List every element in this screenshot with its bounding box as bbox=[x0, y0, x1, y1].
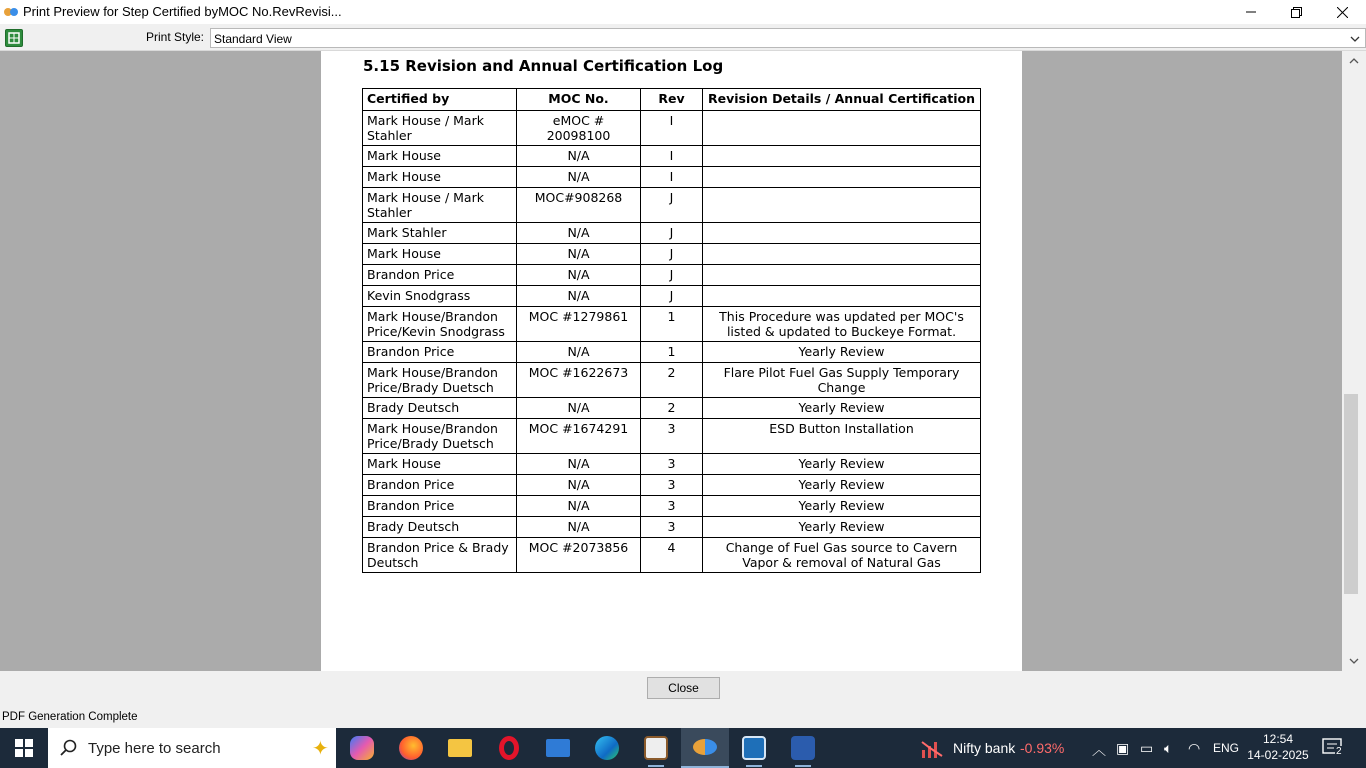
language-indicator[interactable]: ENG bbox=[1213, 741, 1240, 755]
cell-moc-no: N/A bbox=[517, 496, 641, 517]
chevron-up-icon[interactable]: ︿ bbox=[1092, 742, 1106, 758]
cell-certified-by: Mark House/Brandon Price/Brady Duetsch bbox=[363, 419, 517, 454]
scroll-down-icon[interactable] bbox=[1346, 654, 1362, 668]
cell-certified-by: Mark House / Mark Stahler bbox=[363, 188, 517, 223]
cell-revision-details: This Procedure was updated per MOC's listed & updated to Buckeye Format. bbox=[703, 307, 981, 342]
cell-moc-no: MOC #1279861 bbox=[517, 307, 641, 342]
cell-rev: J bbox=[641, 265, 703, 286]
cell-revision-details bbox=[703, 167, 981, 188]
cell-rev: I bbox=[641, 111, 703, 146]
table-row bbox=[363, 475, 981, 496]
cell-moc-no: N/A bbox=[517, 286, 641, 307]
search-placeholder: Type here to search bbox=[88, 740, 221, 757]
cell-certified-by: Brandon Price bbox=[363, 265, 517, 286]
edge-taskbar-button[interactable] bbox=[583, 728, 631, 768]
cell-revision-details bbox=[703, 265, 981, 286]
cell-rev: 1 bbox=[641, 307, 703, 342]
mail-icon bbox=[546, 739, 570, 757]
close-button[interactable]: Close bbox=[647, 677, 720, 699]
cell-moc-no: N/A bbox=[517, 342, 641, 363]
cell-moc-no: N/A bbox=[517, 146, 641, 167]
cell-revision-details: Yearly Review bbox=[703, 342, 981, 363]
cell-certified-by: Mark House/Brandon Price/Kevin Snodgrass bbox=[363, 307, 517, 342]
column-header-rev: Rev bbox=[641, 89, 703, 111]
taskbar-clock[interactable] bbox=[1246, 731, 1310, 763]
scrollbar-thumb[interactable] bbox=[1344, 394, 1358, 594]
cell-certified-by: Brandon Price bbox=[363, 342, 517, 363]
edge-icon bbox=[595, 736, 619, 760]
stock-chart-icon bbox=[920, 736, 944, 760]
cell-certified-by: Mark House bbox=[363, 146, 517, 167]
cell-certified-by: Brandon Price bbox=[363, 475, 517, 496]
opera-icon bbox=[499, 736, 519, 760]
cell-certified-by: Mark House bbox=[363, 167, 517, 188]
cell-certified-by: Brandon Price & Brady Deutsch bbox=[363, 538, 517, 573]
cell-rev: I bbox=[641, 146, 703, 167]
cell-certified-by: Kevin Snodgrass bbox=[363, 286, 517, 307]
cell-revision-details: Yearly Review bbox=[703, 496, 981, 517]
wifi-icon[interactable]: ◠ bbox=[1188, 740, 1201, 756]
cell-moc-no: MOC #2073856 bbox=[517, 538, 641, 573]
restore-button[interactable] bbox=[1273, 0, 1319, 24]
cell-certified-by: Mark House bbox=[363, 454, 517, 475]
cell-certified-by: Mark House / Mark Stahler bbox=[363, 111, 517, 146]
close-icon bbox=[1337, 7, 1348, 18]
cell-rev: 3 bbox=[641, 517, 703, 538]
table-row bbox=[363, 398, 981, 419]
cell-certified-by: Brandon Price bbox=[363, 496, 517, 517]
table-row bbox=[363, 454, 981, 475]
copilot-taskbar-button[interactable] bbox=[338, 728, 386, 768]
firefox-taskbar-button[interactable] bbox=[387, 728, 435, 768]
battery-icon[interactable]: ▭ bbox=[1140, 740, 1154, 756]
restore-icon bbox=[1291, 7, 1302, 18]
certificate-app-icon bbox=[644, 736, 668, 760]
table-row bbox=[363, 419, 981, 454]
chevron-down-icon bbox=[1349, 33, 1361, 45]
clock-time: 12:54 bbox=[1262, 732, 1294, 746]
document-page bbox=[321, 51, 1022, 671]
cell-moc-no: MOC#908268 bbox=[517, 188, 641, 223]
dialog-footer bbox=[0, 671, 1366, 728]
cell-rev: 3 bbox=[641, 419, 703, 454]
start-button[interactable] bbox=[0, 728, 48, 768]
column-header-revision-details: Revision Details / Annual Certification bbox=[703, 89, 981, 111]
scroll-up-icon[interactable] bbox=[1346, 54, 1362, 68]
certification-log-table bbox=[362, 88, 981, 573]
volume-icon[interactable]: 🔈︎ bbox=[1164, 740, 1173, 756]
cell-revision-details bbox=[703, 286, 981, 307]
cell-moc-no: MOC #1622673 bbox=[517, 363, 641, 398]
preview-viewport[interactable] bbox=[0, 51, 1342, 671]
notification-count: 2 bbox=[1336, 746, 1342, 757]
print-style-dropdown[interactable] bbox=[210, 28, 1366, 48]
cell-rev: J bbox=[641, 223, 703, 244]
cell-rev: 1 bbox=[641, 342, 703, 363]
taskbar bbox=[0, 728, 1366, 768]
print-preview-app-taskbar-button[interactable] bbox=[681, 728, 729, 768]
table-row bbox=[363, 265, 981, 286]
window-title: Print Preview for Step Certified byMOC No.RevRevisi... bbox=[23, 4, 342, 19]
table-row bbox=[363, 538, 981, 573]
table-row bbox=[363, 188, 981, 223]
cell-revision-details: Yearly Review bbox=[703, 475, 981, 496]
word-icon bbox=[791, 736, 815, 760]
cell-rev: 2 bbox=[641, 398, 703, 419]
cell-certified-by: Mark House bbox=[363, 244, 517, 265]
cell-revision-details: Yearly Review bbox=[703, 517, 981, 538]
table-row bbox=[363, 146, 981, 167]
close-window-button[interactable] bbox=[1319, 0, 1365, 24]
cell-rev: J bbox=[641, 188, 703, 223]
title-bar bbox=[0, 0, 1366, 24]
print-preview-app-icon bbox=[693, 739, 717, 755]
cell-moc-no: N/A bbox=[517, 454, 641, 475]
word-taskbar-button[interactable] bbox=[779, 728, 827, 768]
table-row bbox=[363, 111, 981, 146]
presentation-app-icon bbox=[742, 736, 766, 760]
file-explorer-taskbar-button[interactable] bbox=[436, 728, 484, 768]
table-row bbox=[363, 167, 981, 188]
table-row bbox=[363, 496, 981, 517]
nifty-change: -0.93% bbox=[1020, 740, 1065, 756]
minimize-button[interactable] bbox=[1228, 0, 1274, 24]
firefox-icon bbox=[399, 736, 423, 760]
cell-certified-by: Mark House/Brandon Price/Brady Duetsch bbox=[363, 363, 517, 398]
cell-moc-no: N/A bbox=[517, 517, 641, 538]
cell-moc-no: MOC #1674291 bbox=[517, 419, 641, 454]
cell-revision-details bbox=[703, 146, 981, 167]
cell-revision-details bbox=[703, 111, 981, 146]
cell-moc-no: eMOC # 20098100 bbox=[517, 111, 641, 146]
mail-taskbar-button[interactable] bbox=[534, 728, 582, 768]
table-row bbox=[363, 223, 981, 244]
cell-rev: 3 bbox=[641, 454, 703, 475]
file-explorer-icon bbox=[448, 739, 472, 757]
table-row bbox=[363, 517, 981, 538]
app-logo-icon bbox=[4, 6, 18, 18]
device-icon[interactable]: ▣ bbox=[1116, 740, 1130, 756]
cell-rev: 2 bbox=[641, 363, 703, 398]
copilot-icon bbox=[350, 736, 374, 760]
taskbar-search[interactable] bbox=[48, 728, 336, 768]
cell-rev: J bbox=[641, 286, 703, 307]
table-row bbox=[363, 244, 981, 265]
cell-rev: 3 bbox=[641, 475, 703, 496]
cell-moc-no: N/A bbox=[517, 475, 641, 496]
notification-center-button[interactable] bbox=[1322, 738, 1344, 758]
cell-rev: I bbox=[641, 167, 703, 188]
search-icon bbox=[60, 739, 78, 757]
cell-revision-details: Yearly Review bbox=[703, 454, 981, 475]
cell-revision-details bbox=[703, 223, 981, 244]
cell-certified-by: Brady Deutsch bbox=[363, 398, 517, 419]
presentation-app-taskbar-button[interactable] bbox=[730, 728, 778, 768]
cell-revision-details bbox=[703, 188, 981, 223]
opera-taskbar-button[interactable] bbox=[485, 728, 533, 768]
print-style-label: Print Style: bbox=[146, 30, 205, 44]
cell-moc-no: N/A bbox=[517, 244, 641, 265]
clock-date: 14-02-2025 bbox=[1247, 748, 1309, 762]
cell-moc-no: N/A bbox=[517, 223, 641, 244]
cell-revision-details: Flare Pilot Fuel Gas Supply Temporary Change bbox=[703, 363, 981, 398]
cell-revision-details bbox=[703, 244, 981, 265]
export-excel-icon[interactable] bbox=[5, 29, 23, 47]
cell-revision-details: Change of Fuel Gas source to Cavern Vapor & removal of Natural Gas bbox=[703, 538, 981, 573]
table-header-row bbox=[363, 89, 981, 111]
vertical-scrollbar[interactable] bbox=[1342, 51, 1366, 671]
table-row bbox=[363, 307, 981, 342]
table-row bbox=[363, 342, 981, 363]
minimize-icon bbox=[1246, 7, 1256, 17]
cell-moc-no: N/A bbox=[517, 265, 641, 286]
nifty-label[interactable]: Nifty bank bbox=[953, 740, 1016, 756]
print-style-bar bbox=[0, 24, 1366, 51]
windows-icon bbox=[15, 739, 33, 757]
cell-rev: 3 bbox=[641, 496, 703, 517]
cell-rev: J bbox=[641, 244, 703, 265]
table-row bbox=[363, 286, 981, 307]
status-text: PDF Generation Complete bbox=[2, 711, 138, 723]
section-title: 5.15 Revision and Annual Certification Log bbox=[363, 57, 724, 75]
table-row bbox=[363, 363, 981, 398]
cell-moc-no: N/A bbox=[517, 398, 641, 419]
cell-moc-no: N/A bbox=[517, 167, 641, 188]
sparkle-icon: ✦ bbox=[312, 738, 329, 760]
cell-revision-details: Yearly Review bbox=[703, 398, 981, 419]
cell-certified-by: Mark Stahler bbox=[363, 223, 517, 244]
cell-certified-by: Brady Deutsch bbox=[363, 517, 517, 538]
column-header-certified-by: Certified by bbox=[363, 89, 517, 111]
certificate-app-taskbar-button[interactable] bbox=[632, 728, 680, 768]
print-style-value: Standard View bbox=[214, 32, 292, 46]
cell-revision-details: ESD Button Installation bbox=[703, 419, 981, 454]
cell-rev: 4 bbox=[641, 538, 703, 573]
column-header-moc-no: MOC No. bbox=[517, 89, 641, 111]
